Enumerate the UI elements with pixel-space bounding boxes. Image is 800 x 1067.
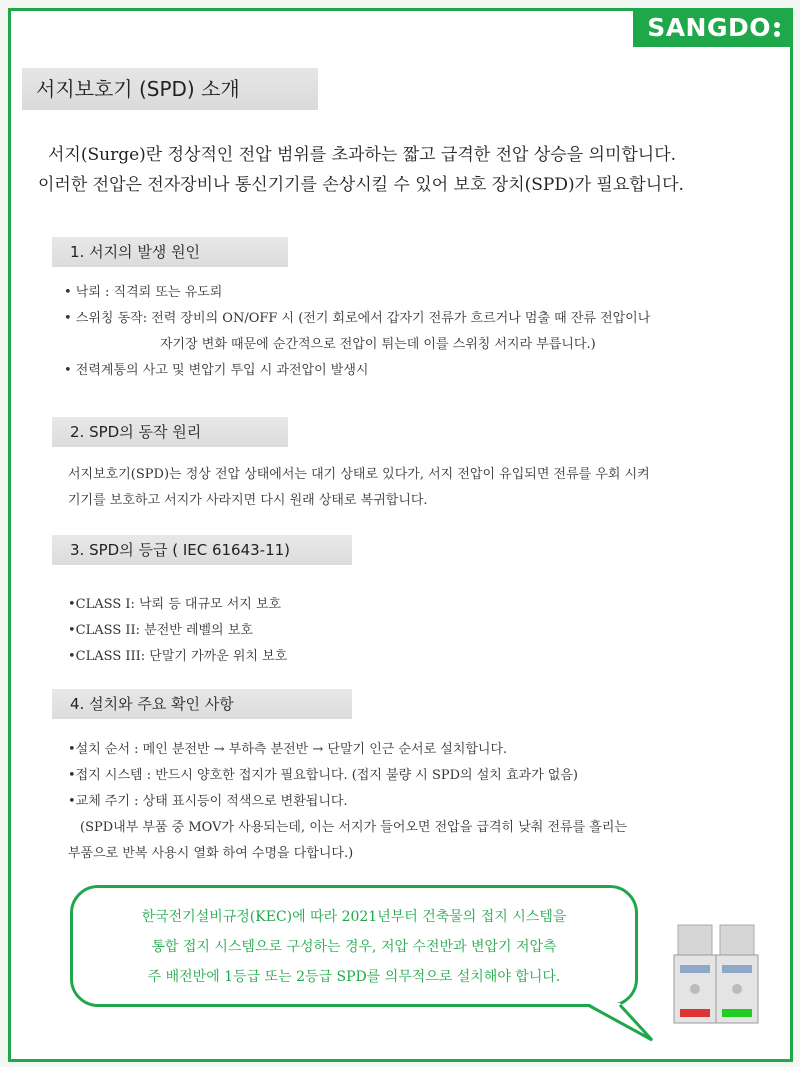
kec-notice-callout [70,885,638,1007]
section-body-principle [68,462,650,514]
list-item: • 스위칭 동작: 전력 장비의 ON/OFF 시 (전기 회로에서 갑자기 전류가 흐르거나 멈출 때 잔류 전압이나 [64,311,651,326]
list-item: • 낙뢰 : 직격뢰 또는 유도뢰 [64,285,223,300]
section-body-install [68,737,627,867]
list-item: •접지 시스템 : 반드시 양호한 접지가 필요합니다. (접지 불량 시 SPD의 설치 효과가 없음) [68,768,578,783]
list-item: •CLASS III: 단말기 가까운 위치 보호 [68,649,288,664]
list-item: • 전력계통의 사고 및 변압기 투입 시 과전압이 발생시 [64,363,369,378]
logo-dots-icon [774,19,780,40]
intro-paragraph [0,140,800,200]
list-item: •설치 순서 : 메인 분전반 → 부하측 분전반 → 단말기 인근 순서로 설치합니다. [68,742,508,757]
callout-line: 주 배전반에 1등급 또는 2등급 SPD를 의무적으로 설치해야 합니다. [147,969,561,985]
intro-line: 서지(Surge)란 정상적인 전압 범위를 초과하는 짧고 급격한 전압 상승을 의미합니다. [48,145,677,165]
section-body-causes [64,280,650,384]
list-item-continuation: 자기장 변화 때문에 순간적으로 전압이 튀는데 이를 스위칭 서지라 부릅니다.) [160,337,596,352]
brand-logo [633,8,790,47]
section-heading-install: 4. 설치와 주요 확인 사항 [52,689,352,719]
list-item: •CLASS II: 분전반 레벨의 보호 [68,623,253,638]
list-item: •CLASS I: 낙뢰 등 대규모 서지 보호 [68,597,282,612]
brand-logo-text: SANGDO [647,13,771,42]
list-item-note: 부품으로 반복 사용시 열화 하여 수명을 다합니다.) [68,846,354,861]
section-heading-principle: 2. SPD의 동작 원리 [52,417,288,447]
section-heading-class: 3. SPD의 등급 ( IEC 61643-11) [52,535,352,565]
paragraph-line: 서지보호기(SPD)는 정상 전압 상태에서는 대기 상태로 있다가, 서지 전압이 유입되면 전류를 우회 시켜 [68,467,650,482]
paragraph-line: 기기를 보호하고 서지가 사라지면 다시 원래 상태로 복귀합니다. [68,493,428,508]
page-title: 서지보호기 (SPD) 소개 [22,68,318,110]
callout-line: 한국전기설비규정(KEC)에 따라 2021년부터 건축물의 접지 시스템을 [141,909,567,925]
list-item: •교체 주기 : 상태 표시등이 적색으로 변환됩니다. [68,794,348,809]
section-heading-causes: 1. 서지의 발생 원인 [52,237,288,267]
callout-line: 통합 접지 시스템으로 구성하는 경우, 저압 수전반과 변압기 저압측 [151,939,557,955]
section-body-class [68,592,287,670]
spd-device-image [668,915,768,1033]
list-item-note: (SPD내부 부품 중 MOV가 사용되는데, 이는 서지가 들어오면 전압을 급격히 낮춰 전류를 흘리는 [80,820,627,835]
intro-line: 이러한 전압은 전자장비나 통신기기를 손상시킬 수 있어 보호 장치(SPD)가 필요합니다. [38,175,684,195]
